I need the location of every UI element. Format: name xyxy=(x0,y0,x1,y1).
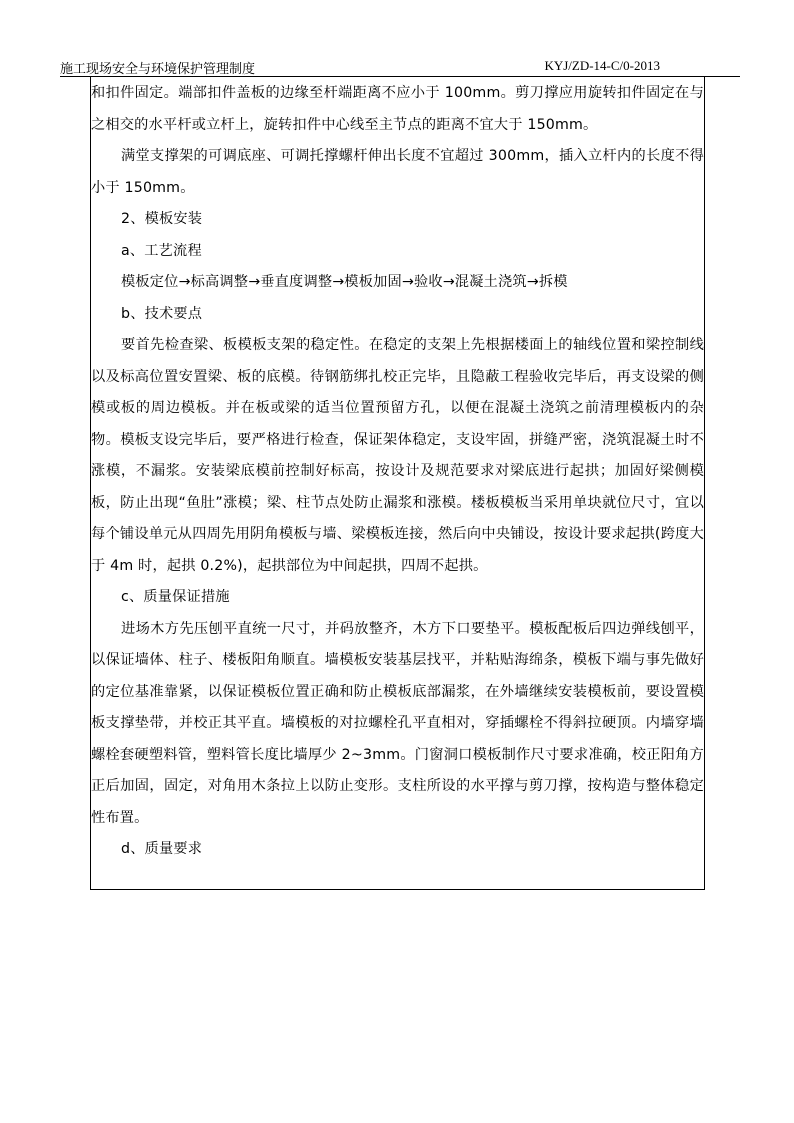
subheading-technical-points: b、技术要点 xyxy=(121,305,203,322)
paragraph-quality-measures: 进场木方先压刨平直统一尺寸，并码放整齐，木方下口要垫平。模板配板后四边弹线刨平，以保证墙体、柱子、楼板阳角顺直。墙模板安装基层找平，并粘贴海绵条，模板下端与事先做好的定位基准靠紧，以保证模板位置正确和防止模板底部漏浆，在外墙继续安装模板前，要设置模板支撑垫带，并校正其平直。墙模板的对拉螺栓孔平直相对，穿插螺栓不得斜拉硬顶。内墙穿墙螺栓套硬塑料管，塑料管长度比墙厚少 2~3mm。门窗洞口模板制作尺寸要求准确，校正阳角方正后加固，固定，对角用木条拉上以防止变形。支柱所设的水平撑与剪刀撑，按构造与整体稳定性布置。 xyxy=(91,620,704,826)
document-title: 施工现场安全与环境保护管理制度 xyxy=(60,62,256,77)
subheading-quality-requirements: d、质量要求 xyxy=(121,841,203,857)
subheading-quality-measures: c、质量保证措施 xyxy=(121,589,230,605)
paragraph-technical-points: 要首先检查梁、板模板支架的稳定性。在稳定的支架上先根据楼面上的轴线位置和梁控制线以及标高位置安置梁、板的底模。待钢筋绑扎校正完毕，且隐蔽工程验收完毕后，再支设梁的侧模或板的周边模板。并在板或梁的适当位置预留方孔，以便在混凝土浇筑之前清理模板内的杂物。模板支设完毕后，要严格进行检查，保证架体稳定，支设牢固，拼缝严密，浇筑混凝土时不涨模，不漏浆。安装梁底模前控制好标高，按设计及规范要求对梁底进行起拱；加固好梁侧模板，防止出现“鱼肚”涨模；梁、柱节点处防止漏浆和涨模。楼板模板当采用单块就位尺寸，宜以每个铺设单元从四周先用阴角模板与墙、梁模板连接，然后向中央铺设，按设计要求起拱(跨度大于 4m 时，起拱 0.2%)，起拱部位为中间起拱，四周不起拱。 xyxy=(91,337,704,574)
paragraph-clamp-fixing: 和扣件固定。端部扣件盖板的边缘至杆端距离不应小于 100mm。剪刀撑应用旋转扣件固定在与之相交的水平杆或立杆上，旋转扣件中心线至主节点的距离不宜大于 150mm。 xyxy=(91,85,704,133)
paragraph-support-frame: 满堂支撑架的可调底座、可调托撑螺杆伸出长度不宜超过 300mm，插入立杆内的长度不得小于 150mm。 xyxy=(91,148,704,196)
document-body xyxy=(91,78,704,866)
page-header xyxy=(60,58,740,76)
subheading-process-flow: a、工艺流程 xyxy=(121,242,202,259)
section-heading-formwork-installation: 2、模板安装 xyxy=(121,211,203,227)
document-code: KYJ/ZD-14-C/0-2013 xyxy=(544,58,660,73)
process-flow-text: 模板定位→标高调整→垂直度调整→模板加固→验收→混凝土浇筑→拆模 xyxy=(121,274,568,290)
